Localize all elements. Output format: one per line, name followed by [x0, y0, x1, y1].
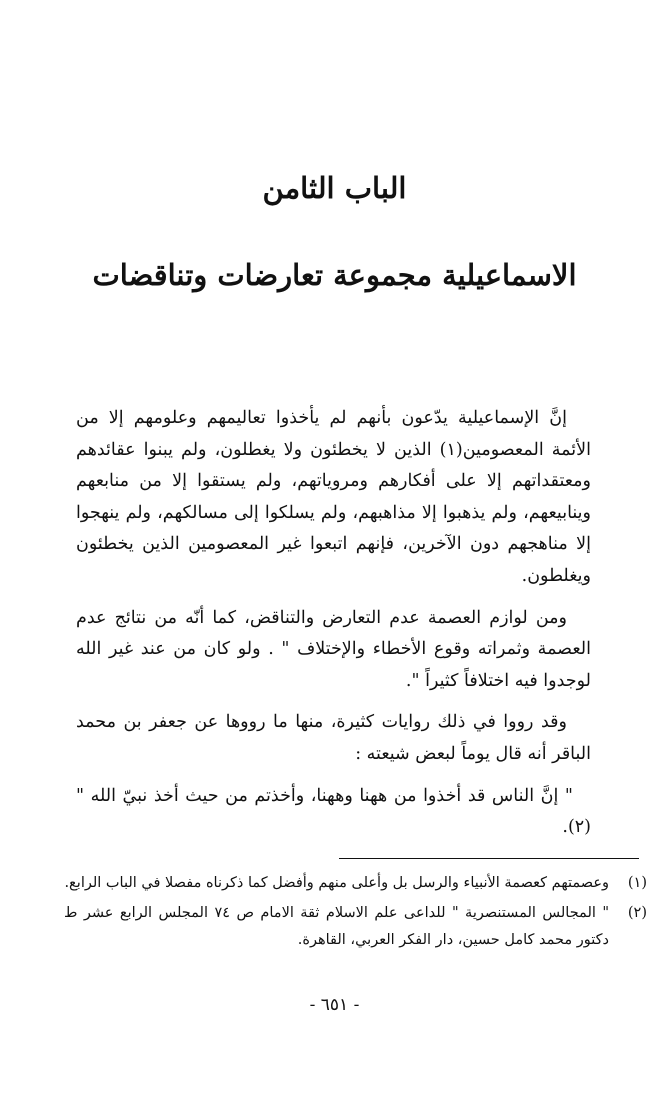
footnote	[64, 900, 647, 954]
footnotes	[64, 870, 647, 957]
chapter-subtitle: الاسماعيلية مجموعة تعارضات وتناقضات	[92, 258, 577, 292]
quoted-paragraph: " إنَّ الناس قد أخذوا من ههنا وههنا، وأخذتم من حيث أخذ نبيّ الله "(٢).	[76, 785, 591, 838]
footnote	[64, 870, 647, 897]
body-text	[76, 403, 591, 854]
footnote-number: (٢)	[627, 905, 647, 921]
footnote-divider	[339, 858, 639, 859]
page-number: - ٦٥١ -	[309, 995, 360, 1015]
footnote-text: " المجالس المستنصرية " للداعى علم الاسلام ثقة الامام ص ٧٤ المجلس الرابع عشر ط دكتور محمد كامل حسين، دار الفكر العربي، القاهرة.	[64, 905, 609, 948]
paragraph: إنَّ الإسماعيلية يدّعون بأنهم لم يأخذوا تعاليمهم وعلومهم إلا من الأئمة المعصومين(١) الذين لا يخطئون ولا يغطلون، ولم يبنوا عقائدهم ومعتقداتهم إلا على أفكارهم ومروياتهم، ولم يستقوا إلا من منابعهم وينابيعهم، ولم يذهبوا إلا مذاهبهم، ولم يسلكوا إلى مسالكهم، ولم ينهجوا إلا مناهجهم دون الآخرين، فإنهم اتبعوا غير المعصومين الذين يخطئون ويغلطون.	[76, 408, 591, 586]
chapter-title: الباب الثامن	[262, 171, 407, 205]
footnote-number: (١)	[627, 875, 647, 891]
paragraph: ومن لوازم العصمة عدم التعارض والتناقض، كما أنّه من نتائج عدم العصمة وثمراته وقوع الأخطاء والإختلاف " . ولو كان من عند غير الله لوجدوا فيه اختلافاً كثيراً ".	[76, 607, 591, 691]
footnote-text: وعصمتهم كعصمة الأنبياء والرسل بل وأعلى منهم وأفضل كما ذكرناه مفصلا في الباب الرابع.	[64, 875, 609, 891]
paragraph: وقد رووا في ذلك روايات كثيرة، منها ما رووها عن جعفر بن محمد الباقر أنه قال يوماً لبعض شيعته :	[76, 712, 591, 764]
